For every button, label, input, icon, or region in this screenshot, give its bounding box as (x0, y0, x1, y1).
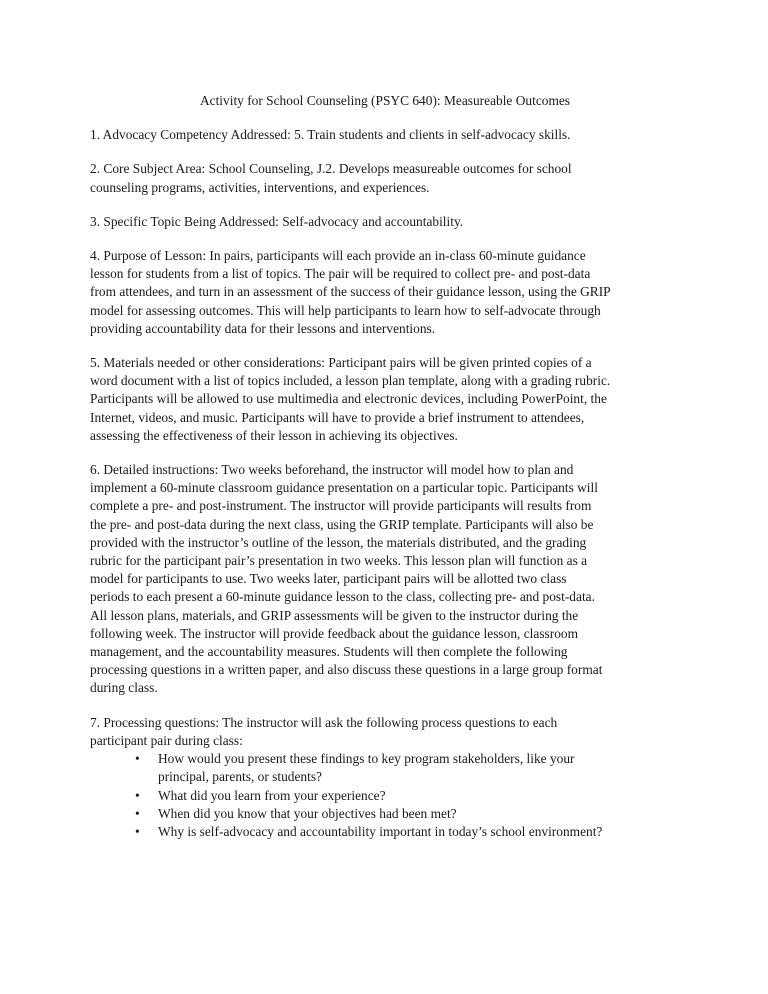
text-line: rubric for the participant pair’s presentation in two weeks. This lesson plan will function as a (90, 553, 588, 569)
text-line: word document with a list of topics included, a lesson plan template, along with a grading rubric. (90, 373, 611, 389)
question-item (90, 805, 680, 823)
text-line: complete a pre- and post-instrument. The instructor will provide participants will results from (90, 498, 592, 514)
text-line: 7. Processing questions: The instructor will ask the following process questions to each (90, 714, 558, 730)
question-item (90, 823, 680, 841)
text-line: from attendees, and turn in an assessment of the success of their guidance lesson, using the GRIP (90, 284, 611, 300)
text-line: provided with the instructor’s outline of the lesson, the materials distributed, and the grading (90, 534, 587, 550)
text-line: model for assessing outcomes. This will help participants to learn how to self-advocate through (90, 302, 601, 318)
document-body (90, 126, 680, 750)
text-line: participant pair during class: (90, 732, 243, 748)
text-line: implement a 60-minute classroom guidance presentation on a particular topic. Participants will (90, 480, 598, 496)
text-line: counseling programs, activities, interventions, and experiences. (90, 179, 430, 195)
question-text: What did you learn from your experience? (158, 787, 386, 803)
document-title: Activity for School Counseling (PSYC 640): Measureable Outcomes (199, 93, 571, 108)
text-line: model for participants to use. Two weeks later, participant pairs will be allotted two class (90, 571, 567, 587)
section-3 (90, 213, 680, 231)
text-line: providing accountability data for their lessons and interventions. (90, 320, 436, 336)
text-line: Internet, videos, and music. Participants will have to provide a brief instrument to attendees, (90, 409, 585, 425)
text-line: 6. Detailed instructions: Two weeks beforehand, the instructor will model how to plan and (90, 462, 574, 478)
document-page (90, 92, 680, 841)
question-item (90, 787, 680, 805)
text-line: assessing the effectiveness of their lesson in achieving its objectives. (90, 427, 458, 443)
section-4 (90, 247, 680, 338)
section-1 (90, 126, 680, 144)
question-text: principal, parents, or students? (158, 769, 322, 785)
question-text: Why is self-advocacy and accountability important in today’s school environment? (158, 823, 603, 839)
text-line: Participants will be allowed to use multimedia and electronic devices, including PowerPoint, the (90, 391, 607, 407)
text-line: following week. The instructor will provide feedback about the guidance lesson, classroom (90, 625, 579, 641)
bullet-icon: • (135, 751, 140, 767)
section-6 (90, 461, 680, 698)
section-5 (90, 354, 680, 445)
section-2 (90, 160, 680, 196)
text-line: lesson for students from a list of topics. The pair will be required to collect pre- and post-data (90, 266, 591, 282)
text-line: 4. Purpose of Lesson: In pairs, participants will each provide an in-class 60-minute guidance (90, 248, 586, 264)
question-text: How would you present these findings to key program stakeholders, like your (158, 751, 575, 767)
text-line: 3. Specific Topic Being Addressed: Self-advocacy and accountability. (90, 213, 464, 229)
text-line: periods to each present a 60-minute guidance lesson to the class, collecting pre- and post-data. (90, 589, 595, 605)
text-line: 5. Materials needed or other considerations: Participant pairs will be given printed copies of a (90, 355, 592, 371)
text-line: the pre- and post-data during the next class, using the GRIP template. Participants will also be (90, 516, 594, 532)
text-line: 1. Advocacy Competency Addressed: 5. Train students and clients in self-advocacy skills. (90, 127, 571, 143)
text-line: during class. (90, 680, 158, 696)
text-line: All lesson plans, materials, and GRIP assessments will be given to the instructor during the (90, 607, 579, 623)
text-line: processing questions in a written paper, and also discuss these questions in a large group format (90, 662, 603, 678)
processing-questions-list (90, 750, 680, 841)
text-line: management, and the accountability measures. Students will then complete the following (90, 644, 568, 660)
text-line: 2. Core Subject Area: School Counseling, J.2. Develops measureable outcomes for school (90, 161, 572, 177)
bullet-icon: • (135, 823, 140, 839)
question-text: When did you know that your objectives had been met? (158, 805, 457, 821)
section-7 (90, 714, 680, 750)
bullet-icon: • (135, 805, 140, 821)
bullet-icon: • (135, 787, 140, 803)
question-item (90, 750, 680, 786)
